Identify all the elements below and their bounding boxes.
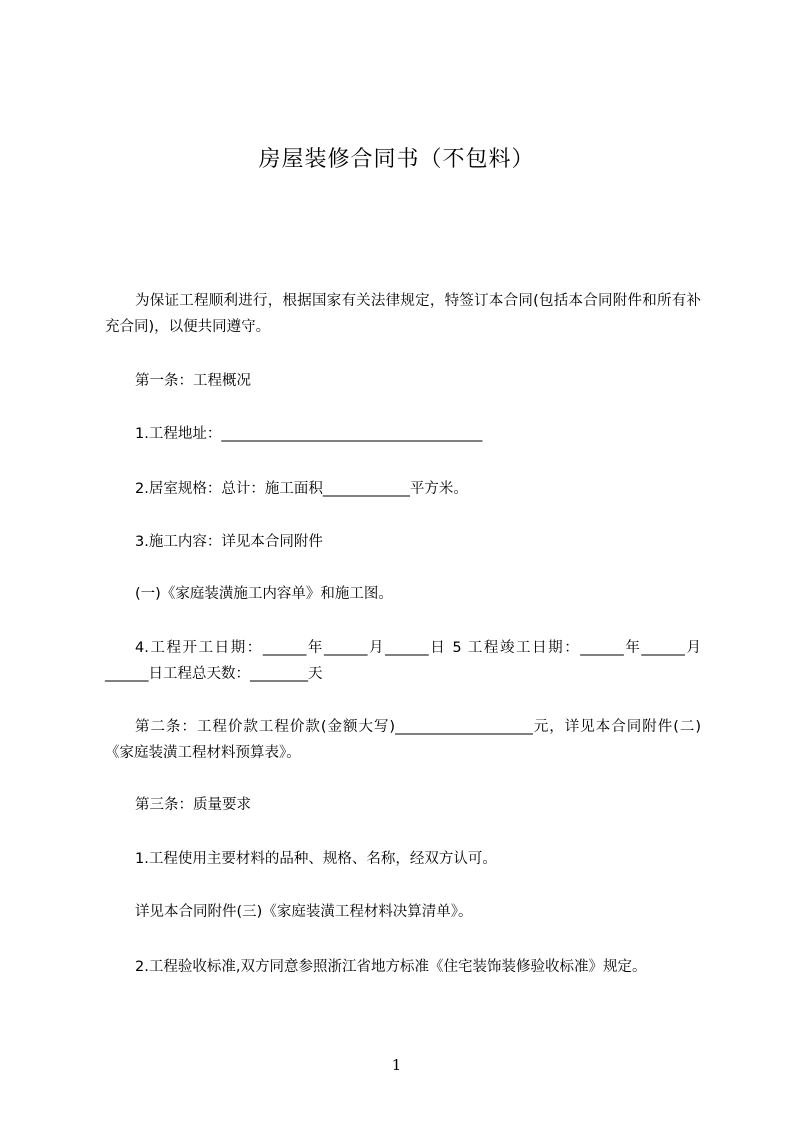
attachment-3-line: 详见本合同附件(三)《家庭装潢工程材料决算清单》。	[135, 904, 473, 920]
project-address-line: 1.工程地址：____________________________________	[135, 426, 483, 442]
materials-line: 1.工程使用主要材料的品种、规格、名称，经双方认可。	[135, 851, 497, 867]
article-1-heading: 第一条：工程概况	[135, 373, 251, 389]
intro-paragraph: 为保证工程顺利进行，根据国家有关法律规定，特签订本合同(包括本合同附件和所有补充合同)，以便共同遵守。	[105, 293, 701, 335]
article-2-paragraph: 第二条：工程价款工程价款(金额大写)___________________元，详见本合同附件(二)《家庭装潢工程材料预算表》。	[105, 719, 701, 761]
schedule-paragraph: 4.工程开工日期：______年______月______日 5 工程竣工日期：______年______月______日工程总天数：________天	[105, 640, 701, 682]
acceptance-standard-line: 2.工程验收标准,双方同意参照浙江省地方标准《住宅装饰装修验收标准》规定。	[135, 959, 647, 975]
attachment-1-line: (一)《家庭装潢施工内容单》和施工图。	[135, 586, 393, 602]
article-3-heading: 第三条：质量要求	[135, 797, 251, 813]
construction-content-line: 3.施工内容：详见本合同附件	[135, 534, 323, 550]
room-spec-line: 2.居室规格：总计：施工面积____________平方米。	[135, 481, 468, 497]
page-number: 1	[391, 1056, 402, 1074]
document-title: 房屋装修合同书（不包料）	[258, 147, 535, 172]
